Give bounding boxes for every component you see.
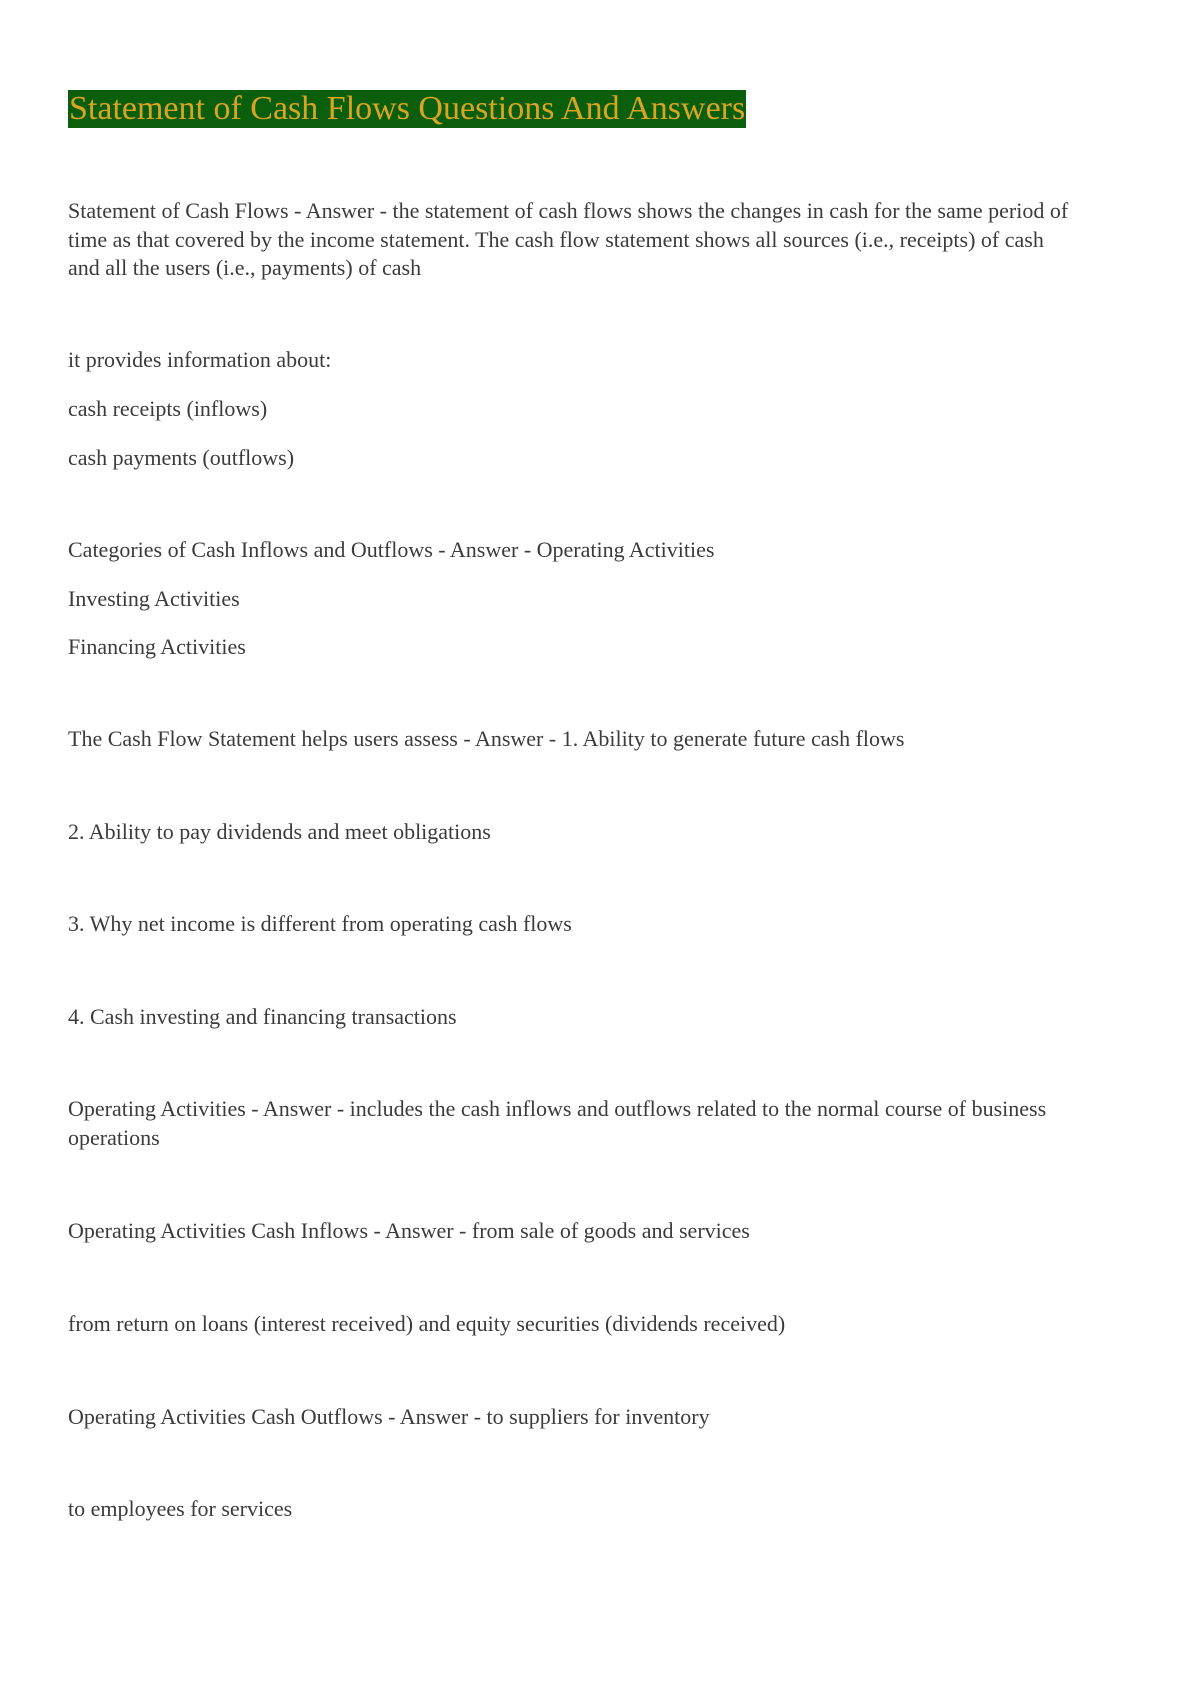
paragraph-operating-outflows: Operating Activities Cash Outflows - Answer - to suppliers for inventory: [68, 1404, 710, 1429]
paragraph-ability-dividends: 2. Ability to pay dividends and meet obligations: [68, 819, 491, 844]
paragraph-operating-activities: Operating Activities - Answer - includes the cash inflows and outflows related to the normal course of business operations: [68, 1096, 1047, 1150]
paragraph-net-income: 3. Why net income is different from operating cash flows: [68, 911, 572, 936]
document-title: Statement of Cash Flows Questions And Answers: [69, 90, 746, 127]
paragraph-provides-info: it provides information about:: [68, 347, 332, 372]
paragraph-statement-definition: Statement of Cash Flows - Answer - the statement of cash flows shows the changes in cash for the same period of time as that covered by the income statement. The cash flow statement shows all sources (i.e., receipts) of cash and all the users (i.e., payments) of cash: [68, 198, 1069, 280]
paragraph-operating-inflows: Operating Activities Cash Inflows - Answer - from sale of goods and services: [68, 1218, 750, 1243]
paragraph-financing: Financing Activities: [68, 634, 246, 659]
paragraph-investing: Investing Activities: [68, 586, 240, 611]
paragraph-categories: Categories of Cash Inflows and Outflows - Answer - Operating Activities: [68, 537, 715, 562]
paragraph-cash-receipts: cash receipts (inflows): [68, 396, 268, 421]
paragraph-helps-assess: The Cash Flow Statement helps users assess - Answer - 1. Ability to generate future cash flows: [68, 726, 905, 751]
paragraph-investing-financing: 4. Cash investing and financing transactions: [68, 1004, 457, 1029]
paragraph-employees: to employees for services: [68, 1496, 293, 1521]
paragraph-cash-payments: cash payments (outflows): [68, 445, 295, 470]
paragraph-return-on-loans: from return on loans (interest received) and equity securities (dividends received): [68, 1311, 786, 1336]
